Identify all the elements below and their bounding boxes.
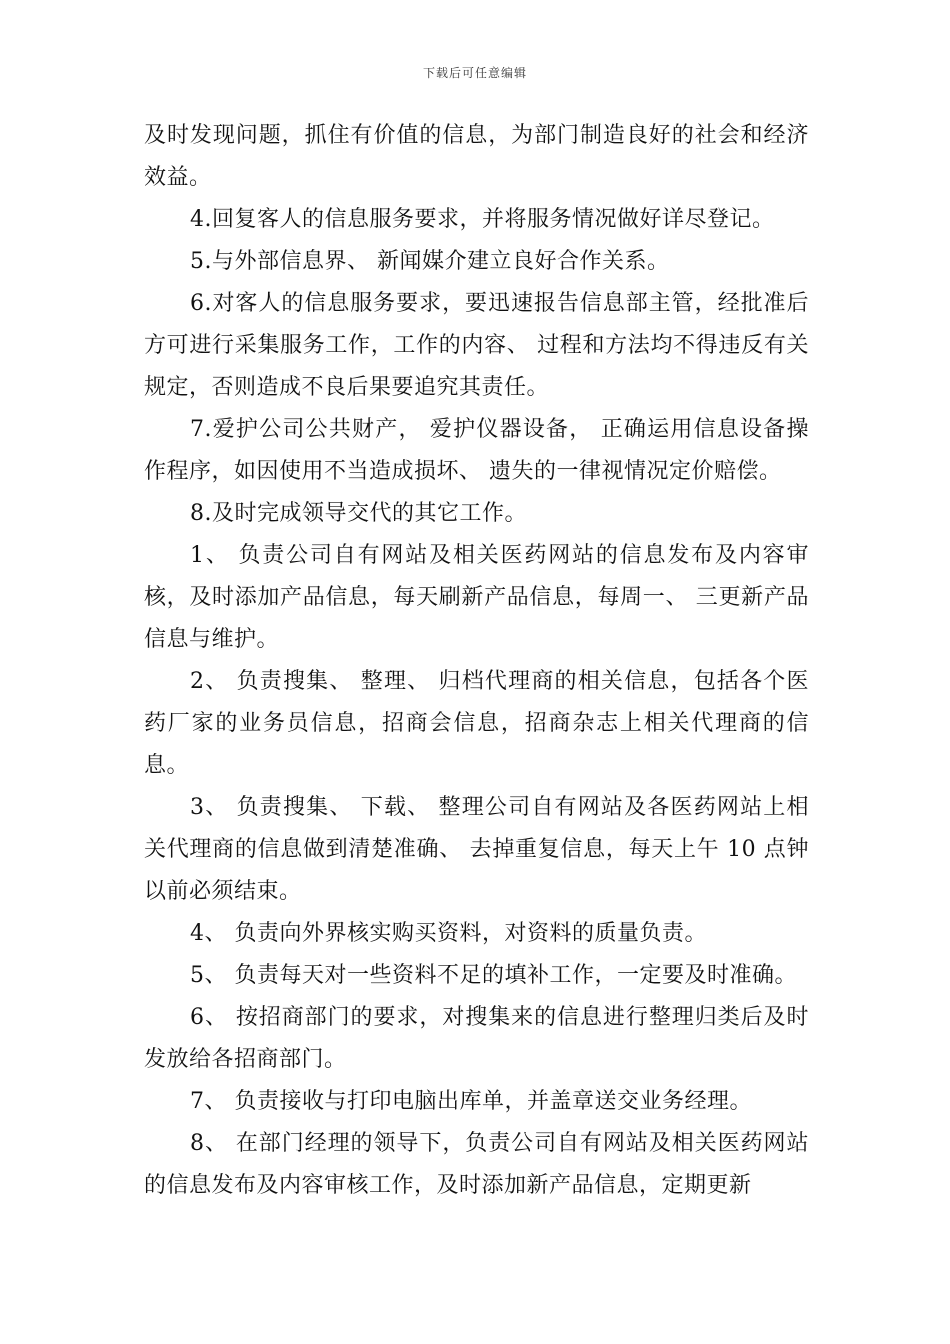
duty-item-1: 1、 负责公司自有网站及相关医药网站的信息发布及内容审核，及时添加产品信息，每天刷新产品信息，每周一、 三更新产品信息与维护。	[144, 543, 809, 652]
duty-item-2: 2、 负责搜集、 整理、 归档代理商的相关信息，包括各个医药厂家的业务员信息，招商会信息，招商杂志上相关代理商的信息。	[144, 669, 809, 778]
duty-item-3: 3、 负责搜集、 下载、 整理公司自有网站及各医药网站上相关代理商的信息做到清楚准确、 去掉重复信息，每天上午 10 点钟以前必须结束。	[144, 795, 809, 904]
document-body	[144, 115, 809, 1207]
duty-item-5: 5、 负责每天对一些资料不足的填补工作，一定要及时准确。	[190, 963, 797, 988]
page-header: 下载后可任意编辑	[422, 66, 527, 80]
paragraph-item-5: 5.与外部信息界、 新闻媒介建立良好合作关系。	[190, 249, 670, 274]
paragraph-item-8: 8.及时完成领导交代的其它工作。	[190, 501, 527, 526]
paragraph-continuation: 及时发现问题，抓住有价值的信息，为部门制造良好的社会和经济效益。	[144, 123, 809, 190]
paragraph-item-7: 7.爱护公司公共财产， 爱护仪器设备， 正确运用信息设备操作程序，如因使用不当造成损坏、 遗失的一律视情况定价赔偿。	[144, 417, 809, 484]
duty-item-8: 8、 在部门经理的领导下，负责公司自有网站及相关医药网站的信息发布及内容审核工作，及时添加新产品信息，定期更新	[144, 1131, 809, 1198]
duty-item-7: 7、 负责接收与打印电脑出库单，并盖章送交业务经理。	[190, 1089, 752, 1114]
duty-item-6: 6、 按招商部门的要求，对搜集来的信息进行整理归类后及时发放给各招商部门。	[144, 1005, 809, 1072]
paragraph-item-4: 4.回复客人的信息服务要求，并将服务情况做好详尽登记。	[190, 207, 775, 232]
duty-item-4: 4、 负责向外界核实购买资料，对资料的质量负责。	[190, 921, 707, 946]
paragraph-item-6: 6.对客人的信息服务要求，要迅速报告信息部主管，经批准后方可进行采集服务工作，工作的内容、 过程和方法均不得违反有关规定，否则造成不良后果要追究其责任。	[144, 291, 809, 400]
